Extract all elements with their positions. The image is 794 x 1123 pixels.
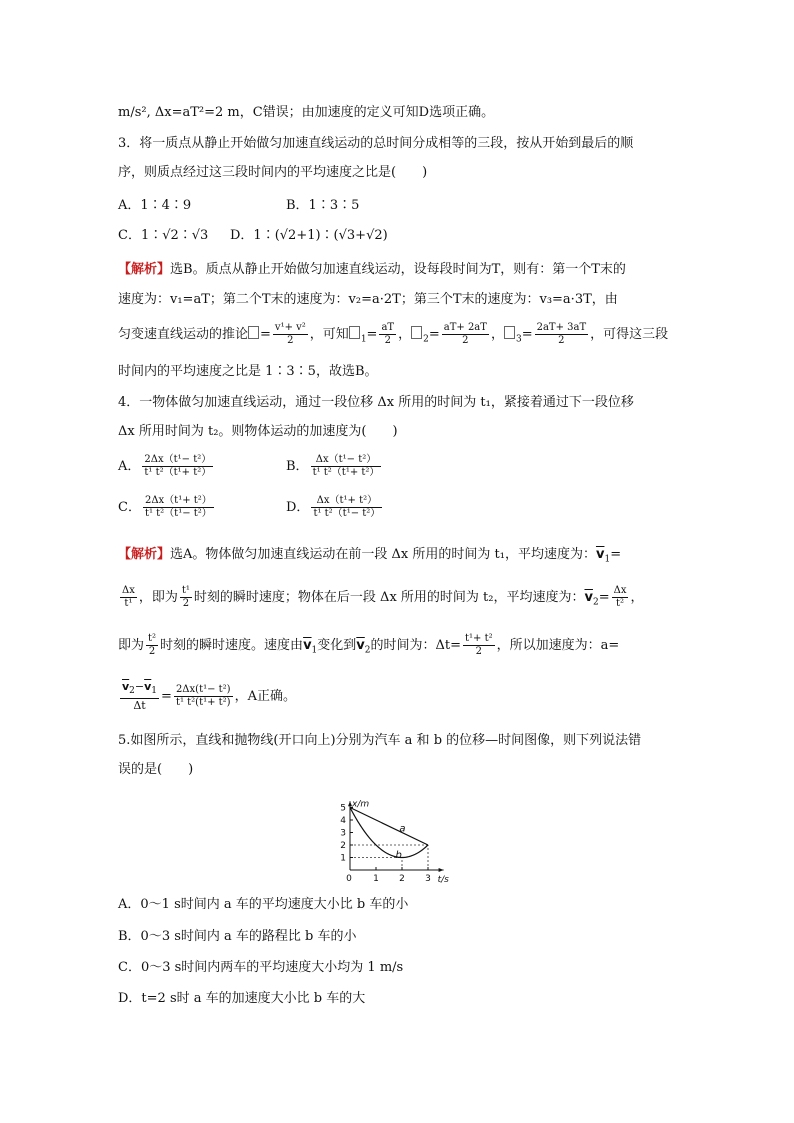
series-a-line bbox=[350, 808, 428, 846]
q5-option-c: C．0～3 s时间内两车的平均速度大小均为 1 m/s bbox=[118, 960, 404, 975]
vbar-placeholder-icon bbox=[504, 326, 515, 339]
series-b-curve bbox=[350, 808, 428, 858]
q4-analysis-line3: 即为 $\frac{\text{t²}}{2}$ 时刻的瞬时速度。速度由$\overline{v}_1$变化到$\overline{v}_2$的时间为：Δt= $\frac{\text{t¹+ t²}}{2}$ ，所以加速度为：a= bbox=[118, 633, 620, 657]
q4-option-c: C． $\frac{\text{2Δx（t¹+ t²）}}{\text{t¹ t²（t¹− t²）}}$ bbox=[118, 495, 212, 519]
y-tick-label: 4 bbox=[340, 816, 346, 826]
q3-analysis-line3: 匀变速直线运动的推论 = $\frac{\text{v¹+ v²}}{2}$ ，可知 $_1$= $\frac{aT}{2}$ ， $_2$= $\frac{aT+ 2aT}{2}$ ， $_3$= $\frac{2aT+ 3aT}{2}$ ，可得这三段 bbox=[118, 322, 669, 346]
series-a-label: a bbox=[399, 823, 406, 835]
series-b-label: b bbox=[395, 850, 402, 862]
vbar-placeholder-icon bbox=[411, 326, 422, 339]
y-tick-label: 3 bbox=[340, 828, 346, 839]
q5-stem-line2: 误的是( ) bbox=[118, 762, 194, 777]
vbar-placeholder-icon bbox=[248, 326, 259, 339]
q5-option-b: B．0～3 s时间内 a 车的路程比 b 车的小 bbox=[118, 929, 357, 944]
q3-option-d: D．1∶(√2+1)∶(√3+√2) bbox=[230, 228, 388, 243]
q3-option-a: A．1∶4∶9 bbox=[118, 198, 192, 213]
prev-answer-tail: m/s², Δx=aT²=2 m，C错误；由加速度的定义可知D选项正确。 bbox=[118, 105, 495, 120]
q4-analysis-line1: 【解析】选A。物体做匀加速直线运动在前一段 Δx 所用的时间为 t₁，平均速度为：$\overline{v}_1=$ bbox=[118, 547, 622, 565]
q4-option-d: D． $\frac{\text{Δx（t¹+ t²）}}{\text{t¹ t²（t¹− t²）}}$ bbox=[286, 495, 381, 519]
q3-option-b: B．1∶3∶5 bbox=[286, 198, 360, 213]
x-tick-label: 2 bbox=[399, 874, 405, 884]
q4-option-a: A． $\frac{\text{2Δx（t¹− t²）}}{\text{t¹ t²（t¹+ t²）}}$ bbox=[118, 454, 212, 478]
q5-option-a: A．0～1 s时间内 a 车的平均速度大小比 b 车的小 bbox=[118, 897, 409, 912]
q3-analysis-line2: 速度为：v₁=aT；第二个T末的速度为：v₂=a·2T；第三个T末的速度为：v₃=a·3T，由 bbox=[118, 292, 618, 307]
y-tick-label: 1 bbox=[340, 853, 346, 864]
q3-option-c: C．1∶√2∶√3 bbox=[118, 228, 209, 243]
x-axis-arrow-icon bbox=[439, 868, 444, 872]
q4-option-b: B． $\frac{\text{Δx（t¹− t²）}}{\text{t¹ t²（t¹+ t²）}}$ bbox=[286, 454, 380, 478]
x-axis-label: t/s bbox=[437, 875, 449, 884]
x-tick-label: 0 bbox=[346, 874, 352, 884]
y-axis-label: x/m bbox=[352, 799, 370, 810]
q5-stem-line1: 5.如图所示，直线和抛物线(开口向上)分别为汽车 a 和 b 的位移—时间图像，则下列说法错 bbox=[118, 733, 642, 748]
q4-analysis-line2: $\frac{\Delta x}{\text{t¹}}$ ，即为 $\frac{\text{t¹}}{2}$ 时刻的瞬时速度；物体在后一段 Δx 所用的时间为 t₂，平均速度为：$\overline{v}_2=$ $\frac{\Delta x}{\text{t²}}$ ， bbox=[122, 585, 644, 609]
q4-stem-line1: 4．一物体做匀加速直线运动，通过一段位移 Δx 所用的时间为 t₁，紧接着通过下一段位移 bbox=[118, 395, 634, 410]
x-tick-label: 1 bbox=[373, 874, 379, 884]
jiexi-tag: 【解析】 bbox=[118, 262, 171, 277]
q5-option-d: D．t=2 s时 a 车的加速度大小比 b 车的大 bbox=[118, 991, 366, 1006]
q4-stem-line2: Δx 所用时间为 t₂。则物体运动的加速度为( ) bbox=[118, 424, 398, 439]
q3-stem-line2: 序，则质点经过这三段时间内的平均速度之比是( ) bbox=[118, 165, 428, 180]
x-tick-label: 3 bbox=[425, 874, 431, 884]
q4-analysis-line4: $\frac{\overline{v}_2-\overline{v}_1}{\Delta t}$ = $\frac{\text{2Δx(t¹− t²)}}{\text{t¹ t²(t¹+ t²)}}$ ，A正确。 bbox=[122, 680, 296, 713]
vbar-placeholder-icon bbox=[349, 326, 360, 339]
xt-graph bbox=[330, 784, 470, 884]
y-tick-label: 2 bbox=[340, 841, 346, 851]
q3-analysis-line4: 时间内的平均速度之比是 1∶3∶5，故选B。 bbox=[118, 364, 378, 379]
y-tick-label: 5 bbox=[340, 803, 346, 814]
q3-stem-line1: 3．将一质点从静止开始做匀加速直线运动的总时间分成相等的三段，按从开始到最后的顺 bbox=[118, 136, 634, 151]
q3-analysis-line1: 【解析】选B。质点从静止开始做匀加速直线运动，设每段时间为T，则有：第一个T末的 bbox=[118, 262, 626, 277]
